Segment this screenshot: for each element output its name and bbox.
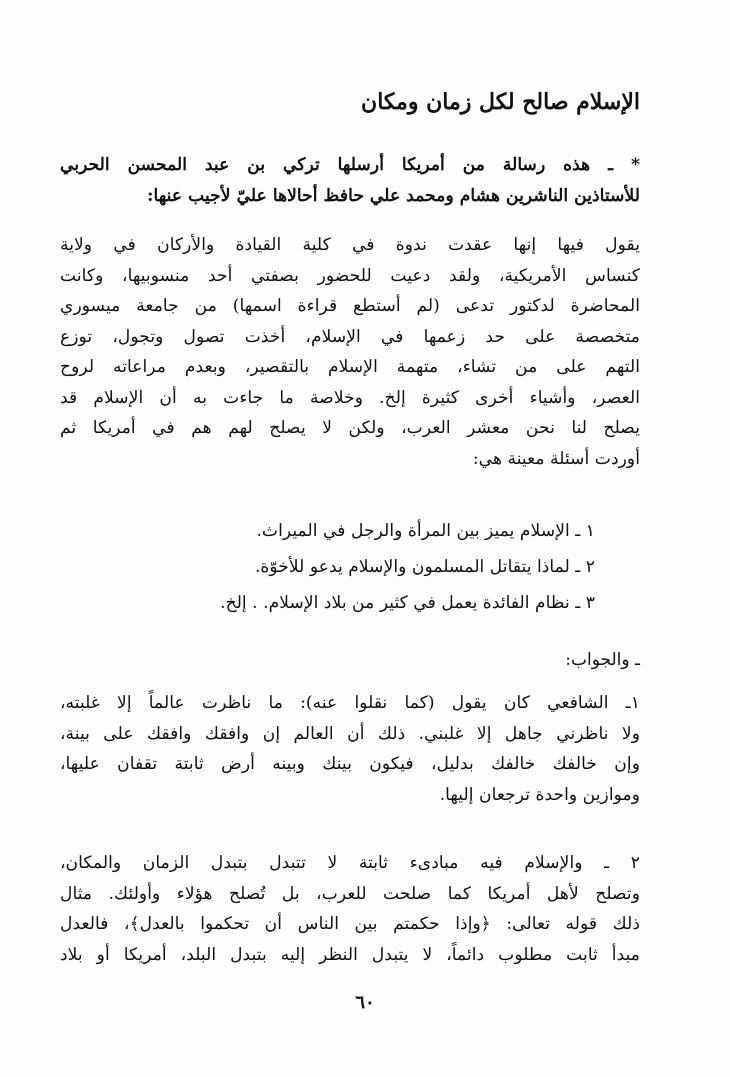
text-line: وموازين واحدة ترجعان إليها.	[439, 784, 640, 805]
text-line: ٢ ـ والإسلام فيه مبادىء ثابتة لا تتبدل بتبدل الزمان والمكان،	[60, 853, 640, 873]
text-line: * ـ هذه رسالة من أمريكا أرسلها تركي بن عبد المحسن الحربي	[60, 155, 640, 175]
text-line: يصلح لنا نحن معشر العرب، ولكن لا يصلح لهم هم في أمريكا ثم	[60, 418, 640, 438]
text-line: كنساس الأمريكية، ولقد دعيت للحضور بصفتي أحد منسوبيها، وكانت	[60, 265, 640, 286]
text-line: للأستاذين الناشرين هشام ومحمد علي حافظ أحالاها عليّ لأجيب عنها:	[147, 185, 640, 206]
text-line: أوردت أسئلة معينة هي:	[472, 448, 640, 469]
page-number: ٦٠	[355, 992, 375, 1013]
text-line: مبدأ ثابت مطلوب دائماً، لا يتبدل النظر إليه بتبدل البلد، أمريكا أو بلاد	[60, 944, 640, 965]
question-paragraph	[60, 230, 640, 474]
answer-paragraph-1	[60, 688, 640, 810]
text-line: ولا ناظرني جاهل إلا غلبني. ذلك أن العالم إن وافقك وافقك على بينة،	[60, 723, 640, 744]
text-line: المحاضرة لدكتور تدعى (لم أستطع قراءة اسمها) من جامعة ميسوري	[60, 296, 640, 316]
text-line: ذلك قوله تعالى: ﴿وإذا حكمتم بين الناس أن تحكموا بالعدل﴾، فالعدل	[60, 914, 640, 934]
page-title: الإسلام صالح لكل زمان ومكان	[361, 89, 640, 115]
questions-list	[100, 513, 595, 621]
question-item: ١ ـ الإسلام يميز بين المرأة والرجل في الميراث.	[256, 521, 595, 541]
text-line: العصر، وأشياء أخرى كثيرة إلخ. وخلاصة ما جاءت به أن الإسلام قد	[60, 387, 640, 408]
text-line: التهم على من تشاء، متهمة الإسلام بالتقصير، وبعدم مراعاته لروح	[60, 357, 640, 377]
question-item: ٢ ـ لماذا يتقاتل المسلمون والإسلام يدعو للأخوّة.	[254, 557, 595, 577]
text-line: ١ـ الشافعي كان يقول (كما نقلوا عنه): ما ناظرت عالماً إلا غلبته،	[60, 693, 640, 713]
answer-paragraph-2	[60, 848, 640, 970]
text-line: وإن خالفك خالفك بدليل، فيكون بينك وبينه أرض ثابتة تقفان عليها،	[60, 754, 640, 774]
question-item: ٣ ـ نظام الفائدة يعمل في كثير من بلاد الإسلام. . إلخ.	[220, 593, 595, 613]
text-line: متخصصة على حد زعمها في الإسلام، أخذت تصول وتجول، توزع	[60, 326, 640, 347]
intro-paragraph	[60, 150, 640, 211]
text-line: يقول فيها إنها عقدت ندوة في كلية القيادة والأركان في ولاية	[60, 235, 640, 255]
text-line: وتصلح لأهل أمريكا كما صلحت للعرب، بل تُصلح هؤلاء وأولئك. مثال	[60, 883, 640, 904]
answer-heading: ـ والجواب:	[565, 650, 640, 670]
